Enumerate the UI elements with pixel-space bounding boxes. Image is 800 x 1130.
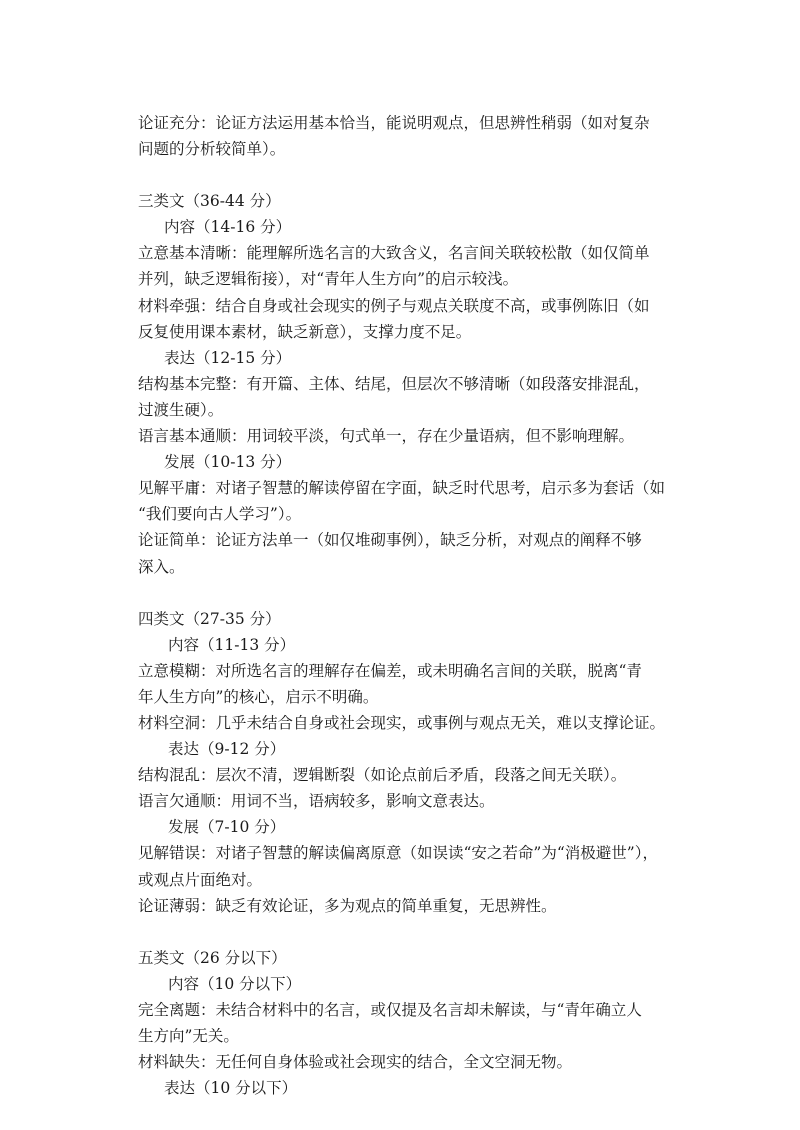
text-line: 并列，缺乏逻辑衔接），对“青年人生方向”的启示较浅。 <box>138 270 519 289</box>
text-line: 材料牵强：结合自身或社会现实的例子与观点关联度不高，或事例陈旧（如 <box>138 296 650 315</box>
text-line: 立意模糊：对所选名言的理解存在偏差，或未明确名言间的关联，脱离“青 <box>138 661 642 680</box>
paragraph-gap <box>138 919 660 945</box>
subsection-heading: 表达（10 分以下） <box>164 1079 298 1098</box>
text-line: 材料空洞：几乎未结合自身或社会现实，或事例与观点无关，难以支撑论证。 <box>138 713 666 732</box>
subsection-heading: 发展（7-10 分） <box>168 818 286 837</box>
section-heading: 三类文（36-44 分） <box>138 192 281 211</box>
text-line: 深入。 <box>138 557 185 576</box>
subsection-heading: 表达（9-12 分） <box>168 740 286 759</box>
text-line: 生方向”无关。 <box>138 1027 239 1045</box>
text-line: 过渡生硬）。 <box>138 400 224 419</box>
text-line: 论证简单：论证方法单一（如仅堆砌事例），缺乏分析，对观点的阐释不够 <box>138 531 642 550</box>
subsection-heading: 内容（10 分以下） <box>168 974 302 993</box>
text-line: 语言欠通顺：用词不当，语病较多，影响文意表达。 <box>138 792 495 811</box>
text-line: 结构基本完整：有开篇、主体、结尾，但层次不够清晰（如段落安排混乱， <box>138 374 650 393</box>
text-line: 见解平庸：对诸子智慧的解读停留在字面，缺乏时代思考，启示多为套话（如 <box>138 479 666 498</box>
text-line: 见解错误：对诸子智慧的解读偏离原意（如误读“安之若命”为“消极避世”）， <box>138 844 658 863</box>
text-line: 论证充分：论证方法运用基本恰当，能说明观点，但思辨性稍弱（如对复杂 <box>138 114 650 132</box>
subsection-heading: 发展（10-13 分） <box>164 453 292 472</box>
text-line: 材料缺失：无任何自身体验或社会现实的结合，全文空洞无物。 <box>138 1053 573 1072</box>
subsection-heading: 表达（12-15 分） <box>164 348 292 367</box>
text-line: 完全离题：未结合材料中的名言，或仅提及名言却未解读，与“青年确立人 <box>138 1000 642 1019</box>
text-line: 立意基本清晰：能理解所选名言的大致含义，名言间关联较松散（如仅简单 <box>138 244 650 263</box>
text-line: 年人生方向”的核心，启示不明确。 <box>138 687 379 706</box>
text-line: 语言基本通顺：用词较平淡，句式单一，存在少量语病，但不影响理解。 <box>138 427 635 446</box>
text-line: “我们要向古人学习”）。 <box>138 505 302 524</box>
subsection-heading: 内容（14-16 分） <box>164 218 292 237</box>
text-line: 问题的分析较简单）。 <box>138 140 286 159</box>
paragraph-gap <box>138 162 660 188</box>
paragraph-gap <box>138 580 660 606</box>
section-heading: 五类文（26 分以下） <box>138 948 287 967</box>
text-line: 反复使用课本素材，缺乏新意），支撑力度不足。 <box>138 322 472 341</box>
text-line: 结构混乱：层次不清，逻辑断裂（如论点前后矛盾，段落之间无关联）。 <box>138 766 627 785</box>
text-line: 或观点片面绝对。 <box>138 870 263 889</box>
subsection-heading: 内容（11-13 分） <box>168 635 296 654</box>
text-line: 论证薄弱：缺乏有效论证，多为观点的简单重复，无思辨性。 <box>138 896 557 915</box>
section-heading: 四类文（27-35 分） <box>138 609 281 628</box>
